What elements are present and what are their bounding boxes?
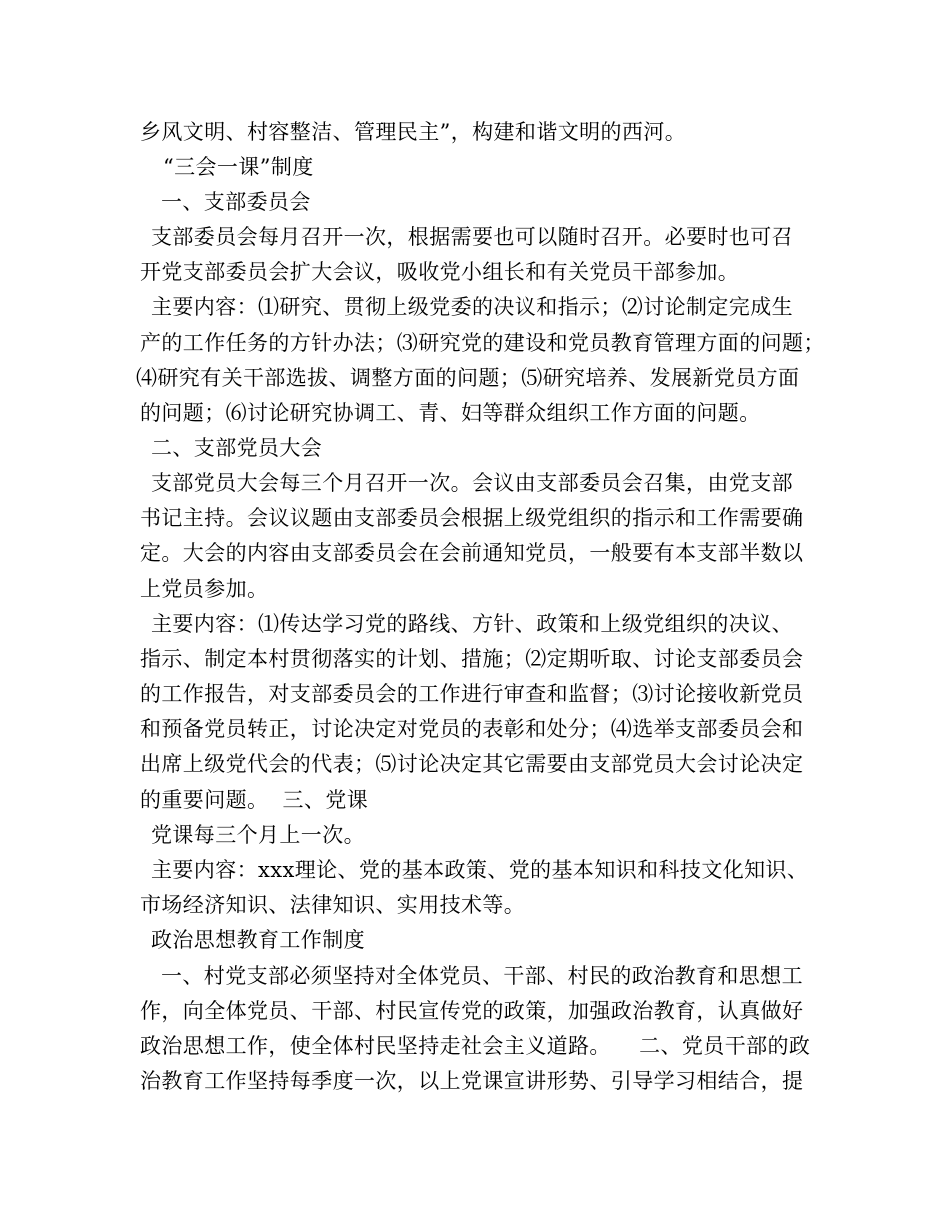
subsection-heading: 二、支部党员大会 xyxy=(151,436,323,460)
text-line: 主要内容：⑴研究、贯彻上级党委的决议和指示；⑵讨论制定完成生 xyxy=(151,295,793,319)
section-heading: “三会一课”制度 xyxy=(163,155,314,179)
text-line: 的重要问题。 三、党课 xyxy=(140,788,369,812)
text-line: 的工作报告，对支部委员会的工作进行审查和监督；⑶讨论接收新党员 xyxy=(140,682,804,706)
text-line: 和预备党员转正，讨论决定对党员的表彰和处分；⑷选举支部委员会和 xyxy=(140,717,804,741)
text-line: 主要内容：xxx理论、党的基本政策、党的基本知识和科技文化知识、 xyxy=(151,858,809,882)
text-line: 作，向全体党员、干部、村民宣传党的政策，加强政治教育，认真做好 xyxy=(140,999,804,1023)
text-line: 产的工作任务的方针办法；⑶研究党的建设和党员教育管理方面的问题； xyxy=(140,331,825,355)
text-line: 支部委员会每月召开一次，根据需要也可以随时召开。必要时也可召 xyxy=(151,225,793,249)
text-line: 定。大会的内容由支部委员会在会前通知党员，一般要有本支部半数以 xyxy=(140,541,804,565)
text-line: 上党员参加。 xyxy=(140,577,269,601)
text-line: 出席上级党代会的代表；⑸讨论决定其它需要由支部党员大会讨论决定 xyxy=(140,752,804,776)
subsection-heading: 一、支部委员会 xyxy=(161,190,311,214)
text-line: 开党支部委员会扩大会议，吸收党小组长和有关党员干部参加。 xyxy=(140,260,740,284)
text-line: 治教育工作坚持每季度一次，以上党课宣讲形势、引导学习相结合，提 xyxy=(140,1069,804,1093)
text-line: 主要内容：⑴传达学习党的路线、方针、政策和上级党组织的决议、 xyxy=(151,612,793,636)
text-line: 一、村党支部必须坚持对全体党员、干部、村民的政治教育和思想工 xyxy=(161,964,803,988)
section-heading: 政治思想教育工作制度 xyxy=(151,928,365,952)
text-line: 书记主持。会议议题由支部委员会根据上级党组织的指示和工作需要确 xyxy=(140,506,804,530)
text-line: 指示、制定本村贯彻落实的计划、措施；⑵定期听取、讨论支部委员会 xyxy=(140,647,804,671)
text-line: ⑷研究有关干部选拔、调整方面的问题；⑸研究培养、发展新党员方面 xyxy=(136,366,800,390)
text-line: 党课每三个月上一次。 xyxy=(151,823,365,847)
text-line: 乡风文明、村容整洁、管理民主”，构建和谐文明的西河。 xyxy=(140,120,687,144)
text-line: 政治思想工作，使全体村民坚持走社会主义道路。 二、党员干部的政 xyxy=(140,1034,811,1058)
text-line: 的问题；⑹讨论研究协调工、青、妇等群众组织工作方面的问题。 xyxy=(140,401,761,425)
text-line: 支部党员大会每三个月召开一次。会议由支部委员会召集，由党支部 xyxy=(151,471,793,495)
text-line: 市场经济知识、法律知识、实用技术等。 xyxy=(140,893,526,917)
